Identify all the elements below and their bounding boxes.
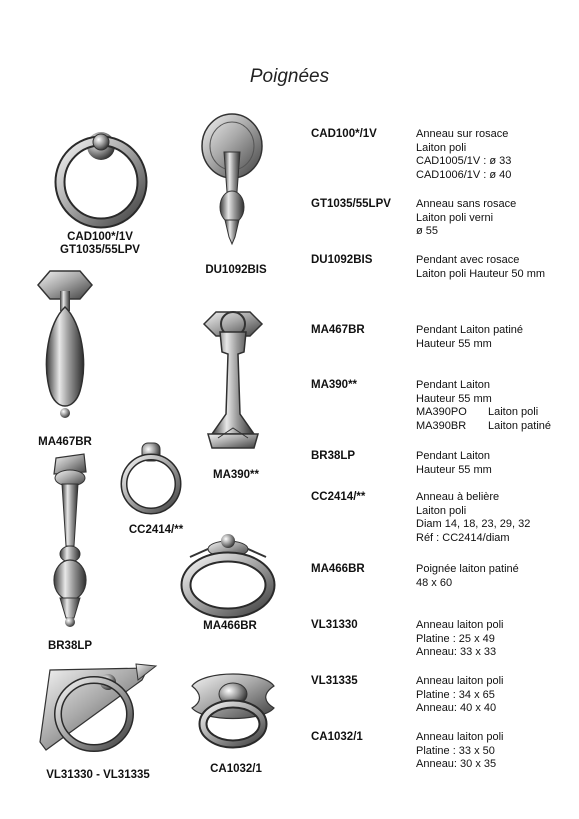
long-pendant-image	[40, 450, 100, 630]
product-description: Pendant Laiton Hauteur 55 mm MA390PO Laiton poli MA390BR Laiton patiné	[416, 379, 551, 432]
product-description: Anneau laiton poli Platine : 33 x 50 Anneau: 30 x 35	[416, 731, 504, 770]
oval-handle-image	[178, 527, 278, 619]
product-code: BR38LP	[311, 450, 356, 462]
product-description: Anneau laiton poli Platine : 34 x 65 Anneau: 40 x 40	[416, 675, 504, 714]
product-code: GT1035/55LPV	[311, 198, 391, 210]
ring-handle-image	[45, 120, 157, 232]
product-code: MA390**	[311, 379, 358, 391]
product-code: CAD100*/1V	[311, 128, 377, 140]
product-description: Anneau sur rosace Laiton poli CAD1005/1V : ø 33 CAD1006/1V : ø 40	[416, 128, 512, 181]
figure-caption-cad100: CAD100*/1V GT1035/55LPV	[60, 231, 140, 256]
product-code: MA466BR	[311, 563, 365, 575]
figure-caption-ca1032: CA1032/1	[210, 763, 262, 775]
figure-caption-ma390: MA390**	[212, 469, 260, 481]
product-description: Pendant avec rosace Laiton poli Hauteur 50 mm	[416, 254, 546, 280]
product-description: Anneau laiton poli Platine : 25 x 49 Anneau: 33 x 33	[416, 619, 504, 658]
product-description: Poignée laiton patiné 48 x 60	[416, 563, 519, 589]
figure-caption-vl: VL31330 - VL31335	[46, 769, 150, 781]
product-code: DU1092BIS	[311, 254, 373, 266]
product-code: MA467BR	[311, 324, 365, 336]
figure-caption-du1092: DU1092BIS	[205, 264, 267, 276]
figure-caption-br38: BR38LP	[47, 640, 93, 652]
pendant-rosace-image	[197, 112, 267, 262]
product-code: CA1032/1	[311, 731, 363, 743]
pendant-plate-image	[198, 302, 268, 460]
product-code: VL31330	[311, 619, 358, 631]
drop-pendant-image	[30, 263, 100, 423]
product-code: VL31335	[311, 675, 358, 687]
product-description: Anneau à belière Laiton poli Diam 14, 18, 23, 29, 32 Réf : CC2414/diam	[416, 491, 531, 544]
shaped-plate-ring-image	[186, 664, 280, 752]
product-description: Pendant Laiton Hauteur 55 mm	[416, 450, 492, 476]
figure-caption-ma467: MA467BR	[38, 436, 92, 448]
product-description: Pendant Laiton patiné Hauteur 55 mm	[416, 324, 524, 350]
diamond-plate-ring-image	[30, 658, 160, 758]
figure-caption-ma466: MA466BR	[203, 620, 257, 632]
bail-ring-image	[116, 440, 186, 518]
product-code: CC2414/**	[311, 491, 366, 503]
product-description: Anneau sans rosace Laiton poli verni ø 55	[416, 198, 517, 237]
figure-caption-cc2414: CC2414/**	[128, 524, 184, 536]
page-title: Poignées	[249, 66, 330, 87]
